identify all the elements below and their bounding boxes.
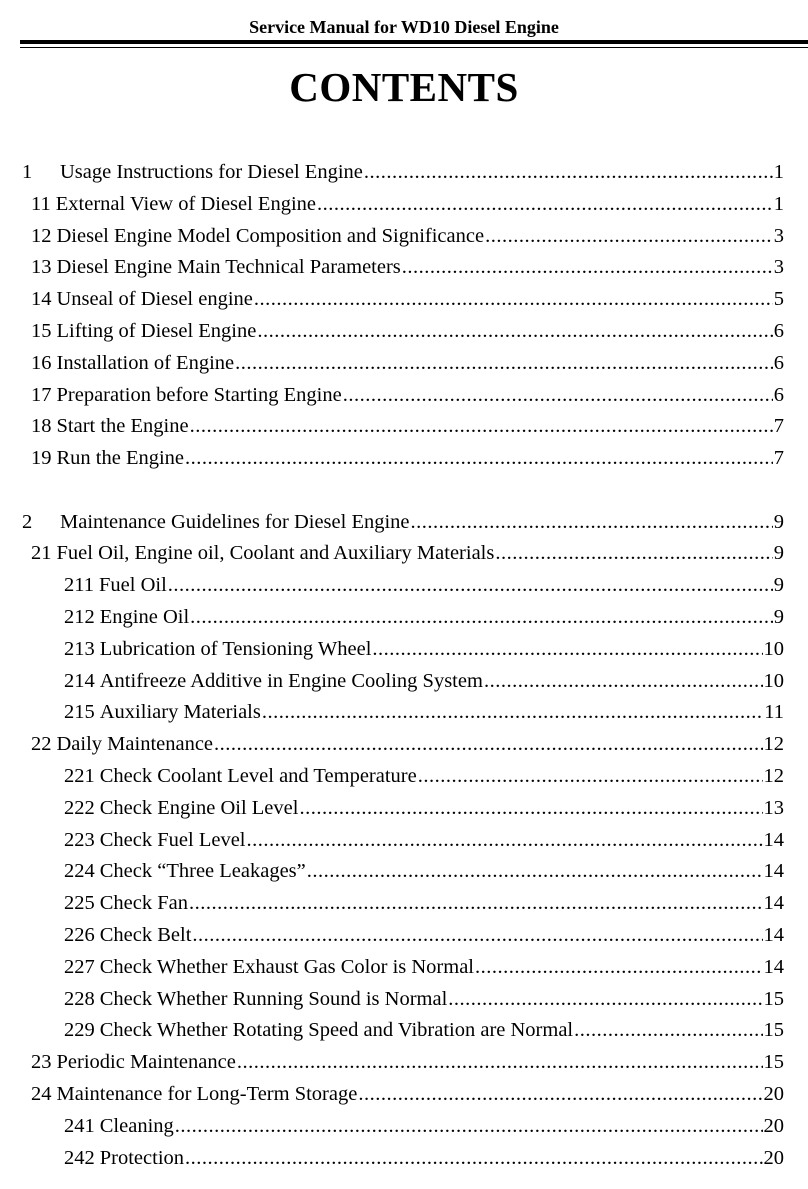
toc-entry-label [31, 1079, 357, 1109]
toc-subsection-entry[interactable] [64, 602, 784, 632]
toc-entry-title: Maintenance for Long-Term Storage [56, 1082, 358, 1105]
toc-entry-number: 214 [64, 669, 95, 692]
toc-page-number: 14 [763, 923, 784, 946]
toc-dot-leader [185, 1143, 762, 1173]
toc-entry-number: 221 [64, 764, 95, 787]
toc-section-entry[interactable] [31, 1079, 784, 1109]
toc-entry-label [64, 825, 245, 855]
toc-entry-number: 24 [31, 1082, 52, 1105]
header-rule-thick [20, 40, 808, 44]
toc-dot-leader [262, 697, 763, 727]
toc-subsection-entry[interactable] [64, 920, 784, 950]
toc-section-entry[interactable] [31, 411, 784, 441]
toc-entry-label [64, 952, 474, 982]
running-header: Service Manual for WD10 Diesel Engine [249, 17, 559, 37]
toc-page-number: 6 [773, 383, 784, 406]
toc-entry-label [31, 316, 256, 346]
toc-entry-title: Run the Engine [56, 447, 185, 470]
toc-subsection-entry[interactable] [64, 1143, 784, 1173]
toc-entry-label [31, 729, 213, 759]
toc-entry-title: External View of Diesel Engine [55, 192, 317, 215]
toc-entry-label [64, 920, 191, 950]
toc-page-number: 15 [763, 1019, 784, 1042]
toc-subsection-entry[interactable] [64, 952, 784, 982]
toc-dot-leader [257, 316, 772, 346]
toc-entry-number: 227 [64, 955, 95, 978]
toc-page-number: 9 [773, 542, 784, 565]
toc-entry-number: 215 [64, 701, 95, 724]
toc-section-entry[interactable] [31, 189, 784, 219]
toc-entry-label [64, 793, 298, 823]
toc-entry-label [31, 252, 401, 282]
toc-entry-label [31, 348, 234, 378]
header-rule-thin [20, 47, 808, 48]
toc-entry-number: 23 [31, 1051, 52, 1074]
toc-entry-number: 17 [31, 383, 52, 406]
toc-entry-label [64, 1015, 573, 1045]
toc-page-number: 11 [764, 701, 784, 724]
toc-entry-title: Antifreeze Additive in Engine Cooling System [99, 669, 483, 692]
toc-page-number: 3 [773, 256, 784, 279]
toc-chapter-entry[interactable] [22, 507, 784, 537]
toc-dot-leader [411, 507, 773, 537]
toc-chapter-entry[interactable] [22, 157, 784, 187]
toc-entry-number: 14 [31, 288, 52, 311]
toc-subsection-entry[interactable] [64, 697, 784, 727]
toc-entry-title: Maintenance Guidelines for Diesel Engine [60, 510, 410, 533]
toc-entry-number: 222 [64, 796, 95, 819]
toc-entry-label [31, 284, 253, 314]
toc-subsection-entry[interactable] [64, 1015, 784, 1045]
toc-entry-title: Check Whether Rotating Speed and Vibration are Normal [99, 1019, 574, 1042]
toc-entry-title: Diesel Engine Model Composition and Significance [56, 224, 485, 247]
toc-dot-leader [190, 411, 773, 441]
toc-entry-title: Usage Instructions for Diesel Engine [60, 161, 363, 183]
toc-page-number: 9 [773, 574, 784, 597]
toc-subsection-entry[interactable] [64, 666, 784, 696]
toc-entry-number: 211 [64, 574, 94, 597]
toc-entry-title: Unseal of Diesel engine [56, 288, 253, 311]
toc-entry-number: 212 [64, 605, 95, 628]
toc-section-entry[interactable] [31, 284, 784, 314]
toc-page-number: 10 [763, 669, 784, 692]
toc-dot-leader [246, 825, 762, 855]
toc-entry-number: 22 [31, 733, 52, 756]
toc-entry-label [31, 443, 184, 473]
toc-entry-number: 223 [64, 828, 95, 851]
toc-entry-title: Check Fuel Level [99, 828, 246, 851]
toc-entry-title: Cleaning [99, 1114, 174, 1137]
toc-dot-leader [235, 348, 773, 378]
toc-subsection-entry[interactable] [64, 793, 784, 823]
toc-entry-number: 224 [64, 860, 95, 883]
toc-dot-leader [485, 221, 773, 251]
toc-entry-label [31, 538, 494, 568]
toc-section-entry[interactable] [31, 443, 784, 473]
toc-section-entry[interactable] [31, 348, 784, 378]
toc-entry-number: 21 [31, 542, 52, 565]
toc-entry-number: 242 [64, 1146, 95, 1169]
toc-dot-leader [185, 443, 773, 473]
toc-entry-title: Diesel Engine Main Technical Parameters [56, 256, 401, 279]
toc-entry-label [64, 888, 188, 918]
toc-entry-label [64, 1143, 184, 1173]
toc-entry-label [64, 602, 189, 632]
toc-page-number: 20 [763, 1146, 784, 1169]
toc-entry-label [64, 634, 371, 664]
toc-dot-leader [190, 602, 773, 632]
toc-entry-number: 12 [31, 224, 52, 247]
toc-section-entry[interactable] [31, 538, 784, 568]
toc-entry-title: Check Whether Exhaust Gas Color is Normal [99, 955, 474, 978]
toc-dot-leader [484, 666, 763, 696]
toc-section-entry[interactable] [31, 252, 784, 282]
toc-entry-number: 225 [64, 892, 95, 915]
toc-page-number: 15 [763, 1051, 784, 1074]
toc-entry-title: Fuel Oil, Engine oil, Coolant and Auxiliary Materials [56, 542, 495, 565]
toc-entry-title: Start the Engine [56, 415, 189, 438]
toc-entry-title: Check Belt [99, 923, 192, 946]
toc-page-number: 20 [763, 1082, 784, 1105]
toc-dot-leader [364, 157, 773, 187]
toc-entry-title: Lubrication of Tensioning Wheel [99, 637, 372, 660]
toc-page-number: 7 [773, 447, 784, 470]
toc-page-number: 9 [773, 605, 784, 628]
toc-page-number: 6 [773, 320, 784, 342]
toc-page-number: 10 [763, 637, 784, 660]
toc-dot-leader [402, 252, 773, 282]
toc-page-number: 14 [763, 828, 784, 851]
toc-subsection-entry[interactable] [64, 825, 784, 855]
toc-entry-number: 16 [31, 351, 52, 374]
toc-subsection-entry[interactable] [64, 570, 784, 600]
toc-entry-number: 226 [64, 923, 95, 946]
toc-page-number: 13 [763, 796, 784, 819]
toc-entry-title: Installation of Engine [56, 351, 235, 374]
toc-section-entry[interactable] [31, 221, 784, 251]
toc-entry-number: 13 [31, 256, 52, 279]
toc-dot-leader [574, 1015, 762, 1045]
toc-entry-number: 19 [31, 447, 52, 470]
toc-dot-leader [299, 793, 762, 823]
toc-entry-title: Check Coolant Level and Temperature [99, 764, 417, 787]
toc-page-number: 3 [773, 224, 784, 247]
toc-dot-leader [168, 570, 773, 600]
toc-entry-label [64, 761, 417, 791]
toc-entry-number: 229 [64, 1019, 95, 1042]
toc-page-number: 5 [773, 288, 784, 311]
toc-entry-number: 1 [22, 161, 33, 183]
toc-entry-number: 18 [31, 415, 52, 438]
toc-entry-title: Periodic Maintenance [56, 1051, 236, 1074]
toc-subsection-entry[interactable] [64, 634, 784, 664]
toc-entry-number: 228 [64, 987, 95, 1010]
toc-entry-title: Check Fan [99, 892, 188, 915]
toc-subsection-entry[interactable] [64, 856, 784, 886]
toc-entry-title: Daily Maintenance [56, 733, 214, 756]
toc-page-number: 12 [763, 764, 784, 787]
toc-dot-leader [495, 538, 772, 568]
toc-dot-leader [358, 1079, 762, 1109]
toc-dot-leader [372, 634, 762, 664]
toc-entry-label [64, 984, 447, 1014]
toc-dot-leader [192, 920, 762, 950]
toc-page-number: 7 [773, 415, 784, 438]
toc-section-entry[interactable] [31, 380, 784, 410]
toc-entry-label [22, 157, 363, 187]
toc-section-entry[interactable] [31, 729, 784, 759]
toc-dot-leader [475, 952, 763, 982]
toc-entry-label [64, 1111, 174, 1141]
toc-entry-title: Auxiliary Materials [99, 701, 261, 724]
toc-section-entry[interactable] [31, 316, 784, 346]
toc-dot-leader [343, 380, 773, 410]
toc-entry-label [22, 507, 410, 537]
toc-page-number: 15 [763, 987, 784, 1010]
toc-entry-number: 15 [31, 320, 52, 342]
toc-entry-label [31, 380, 342, 410]
toc-page-number: 14 [763, 892, 784, 915]
toc-subsection-entry[interactable] [64, 761, 784, 791]
toc-entry-label [64, 570, 167, 600]
toc-page-number: 6 [773, 351, 784, 374]
toc-section-entry[interactable] [31, 1047, 784, 1077]
toc-entry-title: Lifting of Diesel Engine [56, 320, 257, 342]
toc-entry-title: Engine Oil [99, 605, 190, 628]
toc-entry-label [64, 666, 483, 696]
toc-dot-leader [237, 1047, 763, 1077]
toc-page-number: 9 [773, 510, 784, 533]
toc-entry-title: Check “Three Leakages” [99, 860, 306, 883]
toc-dot-leader [418, 761, 763, 791]
toc-entry-title: Check Engine Oil Level [99, 796, 299, 819]
toc-subsection-entry[interactable] [64, 984, 784, 1014]
toc-dot-leader [317, 189, 773, 219]
toc-dot-leader [214, 729, 762, 759]
toc-entry-number: 2 [22, 510, 33, 533]
toc-page-number: 14 [763, 860, 784, 883]
toc-dot-leader [189, 888, 763, 918]
toc-entry-label [31, 221, 484, 251]
toc-page-number: 20 [763, 1114, 784, 1137]
toc-entry-title: Preparation before Starting Engine [56, 383, 342, 406]
toc-entry-title: Fuel Oil [99, 574, 167, 597]
toc-entry-label [64, 697, 261, 727]
toc-entry-title: Check Whether Running Sound is Normal [99, 987, 448, 1010]
toc-entry-title: Protection [99, 1146, 185, 1169]
toc-entry-label [31, 189, 316, 219]
toc-page-number: 1 [773, 161, 784, 183]
toc-subsection-entry[interactable] [64, 888, 784, 918]
toc-entry-number: 11 [31, 192, 51, 215]
page-title: CONTENTS [289, 64, 519, 110]
toc-page-number: 14 [763, 955, 784, 978]
toc-dot-leader [448, 984, 762, 1014]
toc-entry-number: 241 [64, 1114, 95, 1137]
toc-entry-label [31, 411, 189, 441]
toc-entry-label [64, 856, 306, 886]
toc-entry-number: 213 [64, 637, 95, 660]
toc-subsection-entry[interactable] [64, 1111, 784, 1141]
toc-dot-leader [307, 856, 763, 886]
toc-entry-label [31, 1047, 236, 1077]
toc-dot-leader [175, 1111, 763, 1141]
toc-page-number: 1 [773, 192, 784, 215]
toc-dot-leader [254, 284, 773, 314]
toc-page-number: 12 [763, 733, 784, 756]
